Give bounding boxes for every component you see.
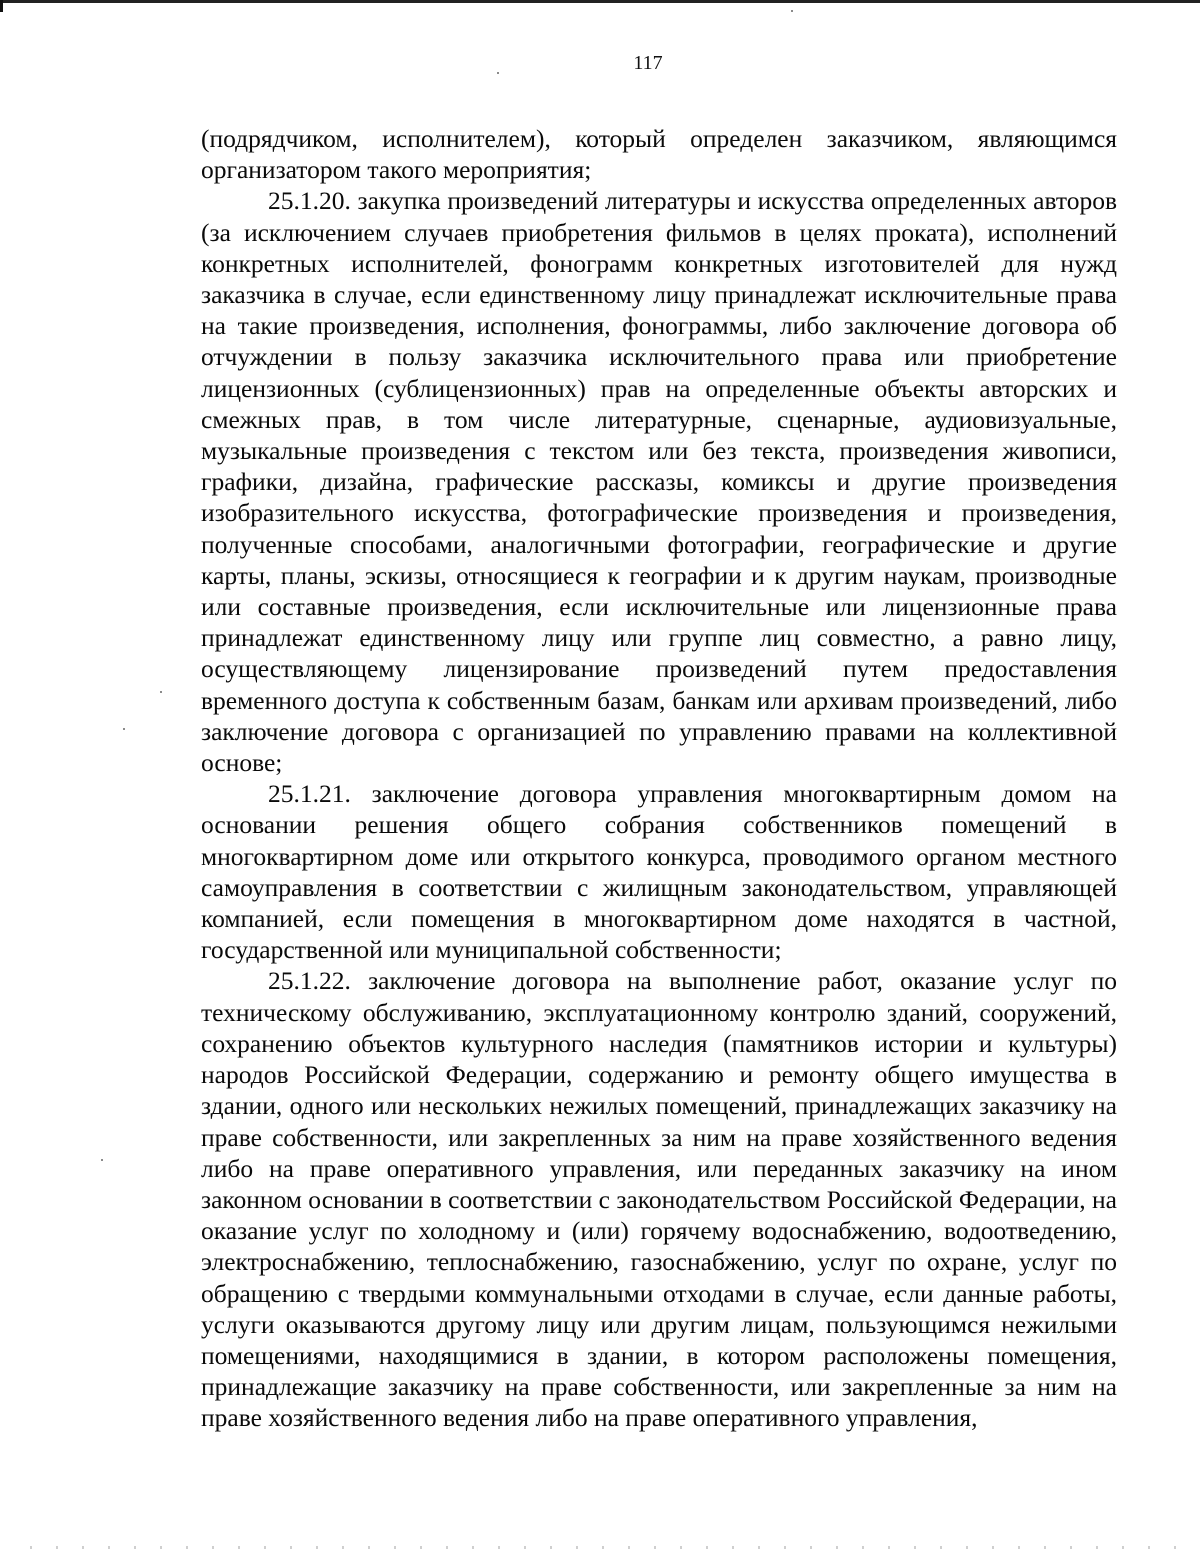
paragraph-25-1-20: 25.1.20. закупка произведений литературы и искусства определенных авторов (за исключением случаев приобретения фильмов в целях проката), исполнений конкретных исполнителей, фонограмм конкретных изготовителей для нужд заказчика в случае, если единственному лицу принадлежат исключительные права на такие произведения, исполнения, фонограммы, либо заключение договора об отчуждении в пользу заказчика исключительного права или приобретение лицензионных (сублицензионных) прав на определенные объекты авторских и смежных прав, в том числе литературные, сценарные, аудиовизуальные, музыкальные произведения с текстом или без текста, произведения живописи, графики, дизайна, графические рассказы, комиксы и другие произведения изобразительного искусства, фотографические произведения и произведения, полученные способами, аналогичными фотографии, географические и другие карты, планы, эскизы, относящиеся к географии и к другим наукам, производные или составные произведения, если исключительные или лицензионные права принадлежат единственному лицу или группе лиц совместно, а равно лицу, осуществляющему лицензирование произведений путем предоставления временного доступа к собственным базам, банкам или архивам произведений, либо заключение договора с организацией по управлению правами на коллективной основе; [201, 186, 1117, 778]
scan-speck [497, 72, 499, 74]
document-body [201, 123, 1117, 1434]
scan-speck [791, 10, 793, 12]
scan-speck [123, 728, 125, 730]
scan-border-top [0, 0, 1200, 3]
scan-border-left [0, 0, 3, 12]
scan-speck [101, 1159, 103, 1161]
paragraph-continuation: (подрядчиком, исполнителем), который определен заказчиком, являющимся организатором такого мероприятия; [201, 124, 1117, 185]
paragraph-25-1-21: 25.1.21. заключение договора управления многоквартирным домом на основании решения общего собрания собственников помещений в многоквартирном доме или открытого конкурса, проводимого органом местного самоуправления в соответствии с жилищным законодательством, управляющей компанией, если помещения в многоквартирном доме находятся в частной, государственной или муниципальной собственности; [201, 779, 1117, 965]
paragraph-25-1-22: 25.1.22. заключение договора на выполнение работ, оказание услуг по техническому обслуживанию, эксплуатационному контролю зданий, сооружений, сохранению объектов культурного наследия (памятников истории и культуры) народов Российской Федерации, содержанию и ремонту общего имущества в здании, одного или нескольких нежилых помещений, принадлежащих заказчику на праве собственности, или закрепленных за ним на праве хозяйственного ведения либо на праве оперативного управления, или переданных заказчику на ином законном основании в соответствии с законодательством Российской Федерации, на оказание услуг по холодному и (или) горячему водоснабжению, водоотведению, электроснабжению, теплоснабжению, газоснабжению, услуг по охране, услуг по обращению с твердыми коммунальными отходами в случае, если данные работы, услуги оказываются другому лицу или другим лицам, пользующимся нежилыми помещениями, находящимися в здании, в котором расположены помещения, принадлежащие заказчику на праве собственности, или закрепленные за ним на праве хозяйственного ведения либо на праве оперативного управления, [201, 966, 1117, 1433]
scan-bottom-noise [30, 1546, 1180, 1549]
scan-speck [160, 691, 162, 693]
page-number: 117 [633, 52, 663, 74]
